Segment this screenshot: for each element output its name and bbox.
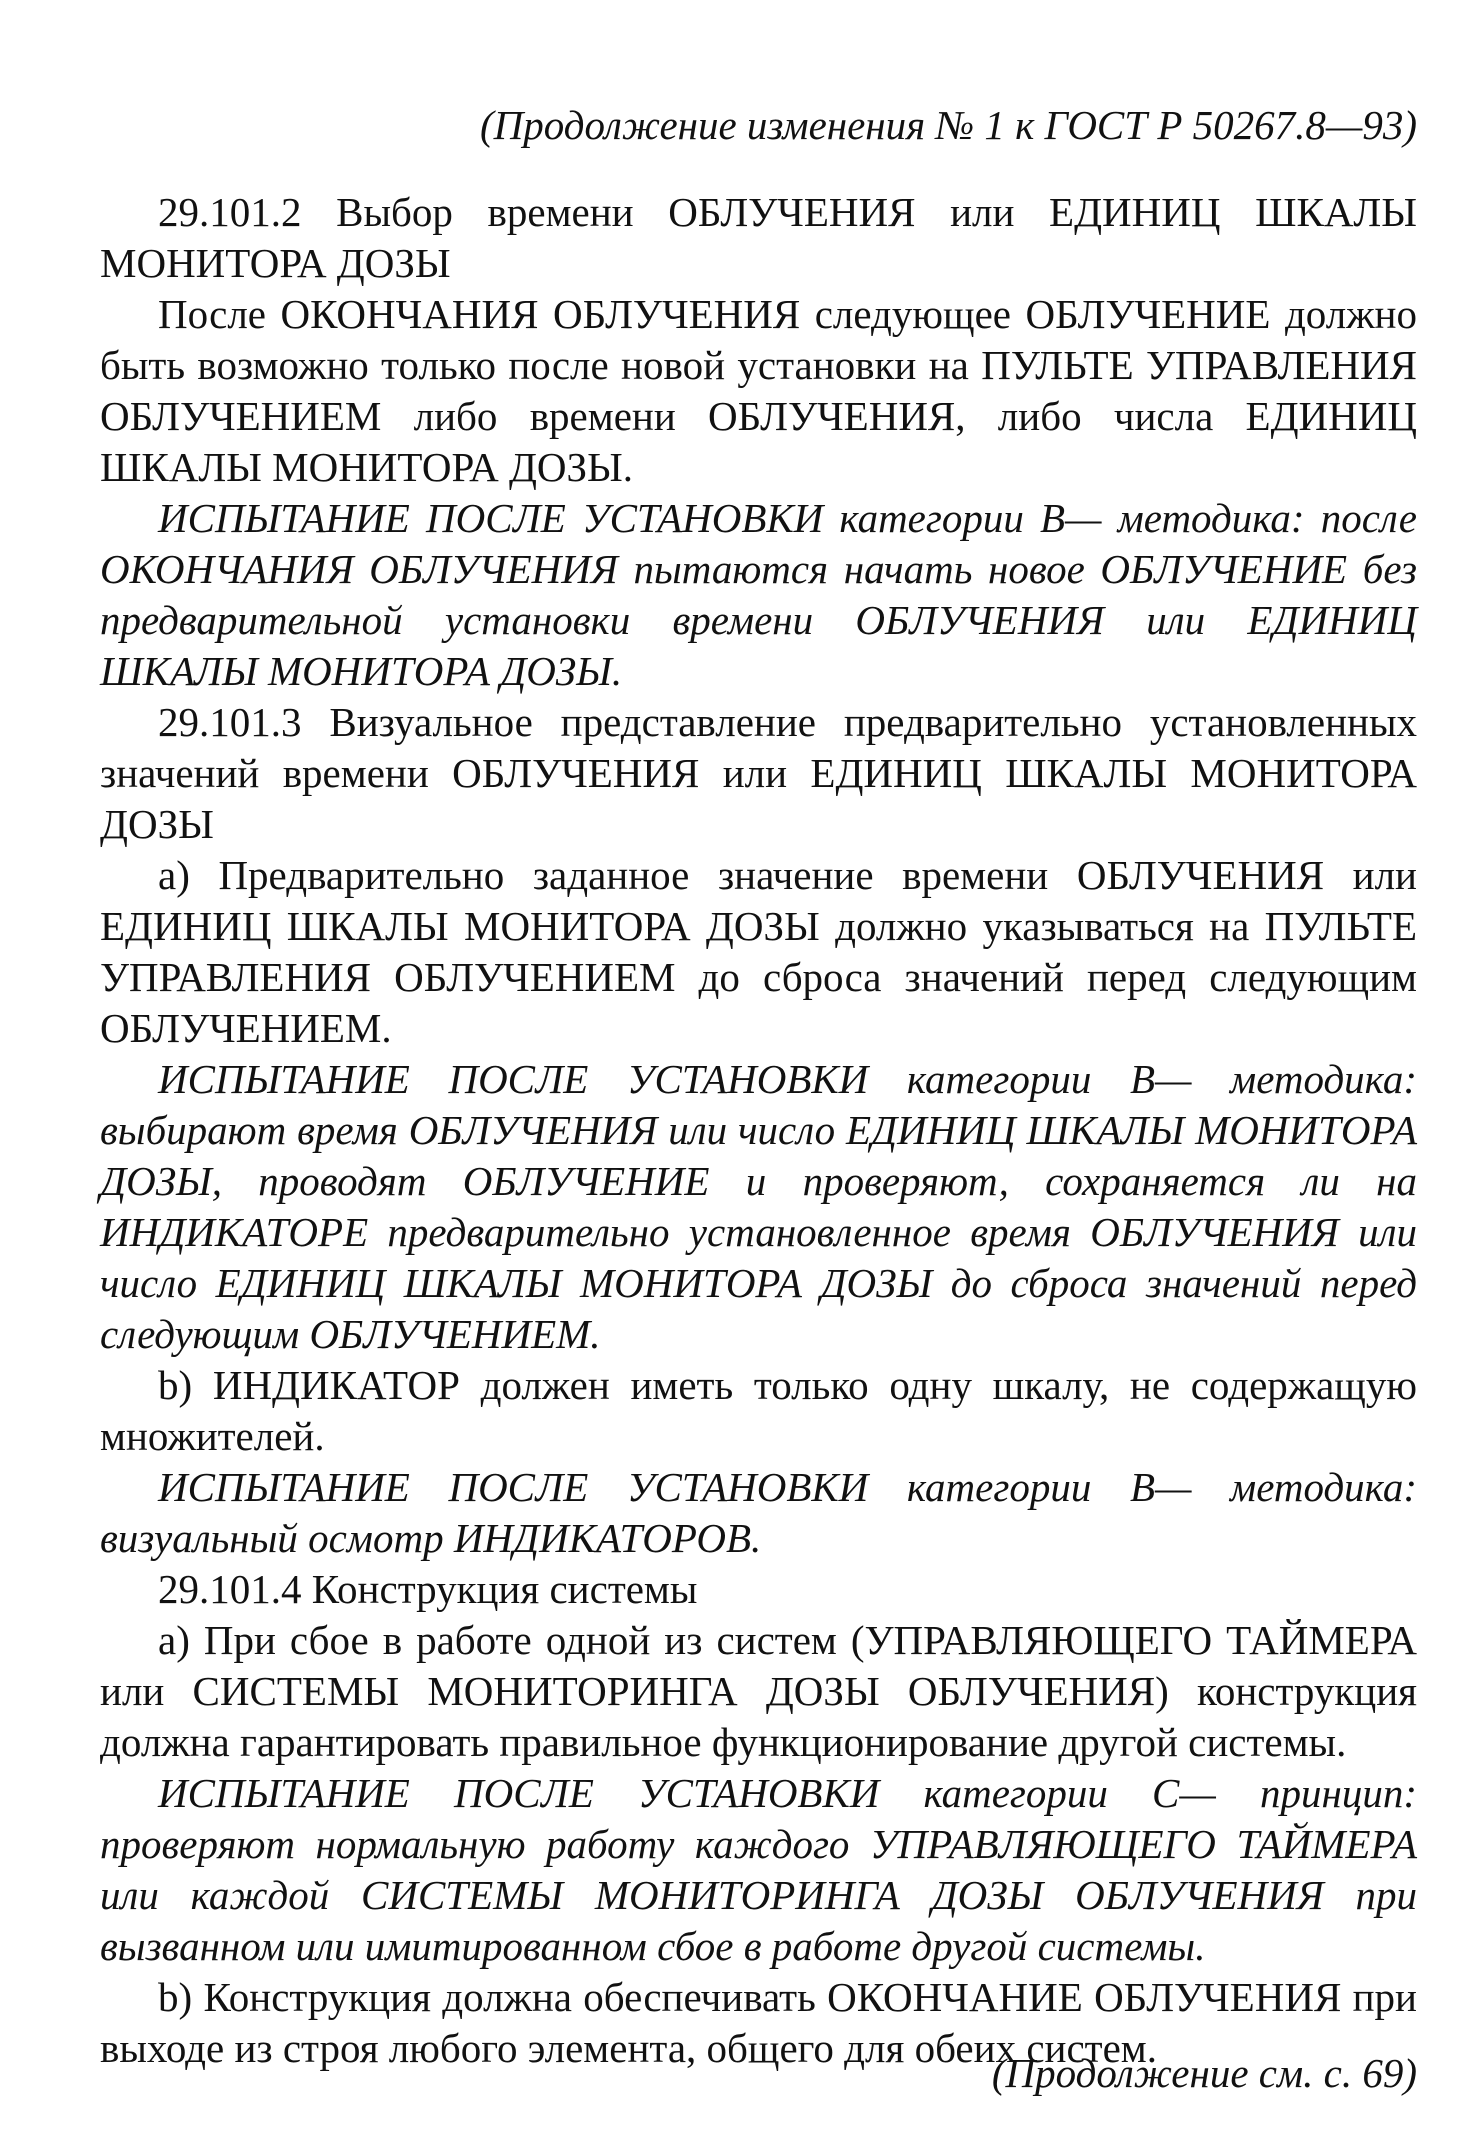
requirement-paragraph: b) Конструкция должна обеспечивать ОКОНЧАНИЕ ОБЛУЧЕНИЯ при выходе из строя любого элемента, общего для обеих систем. (100, 1974, 1417, 2071)
requirement-paragraph: а) При сбое в работе одной из систем (УПРАВЛЯЮЩЕГО ТАЙМЕРА или СИСТЕМЫ МОНИТОРИНГА ДОЗЫ ОБЛУЧЕНИЯ) конструкция должна гарантировать правильное функционирование другой системы. (100, 1617, 1417, 1765)
test-paragraph: ИСПЫТАНИЕ ПОСЛЕ УСТАНОВКИ категории С— принцип: проверяют нормальную работу каждого УПРАВЛЯЮЩЕГО ТАЙМЕРА или каждой СИСТЕМЫ МОНИТОРИНГА ДОЗЫ ОБЛУЧЕНИЯ при вызванном или имитированном сбое в работе другой системы. (100, 1770, 1417, 1969)
continuation-header: (Продолжение изменения № 1 к ГОСТ Р 50267.8—93) (480, 102, 1417, 148)
test-paragraph: ИСПЫТАНИЕ ПОСЛЕ УСТАНОВКИ категории В— методика: после ОКОНЧАНИЯ ОБЛУЧЕНИЯ пытаются начать новое ОБЛУЧЕНИЕ без предварительной установки времени ОБЛУЧЕНИЯ или ЕДИНИЦ ШКАЛЫ МОНИТОРА ДОЗЫ. (100, 495, 1417, 694)
requirement-paragraph: После ОКОНЧАНИЯ ОБЛУЧЕНИЯ следующее ОБЛУЧЕНИЕ должно быть возможно только после новой установки на ПУЛЬТЕ УПРАВЛЕНИЯ ОБЛУЧЕНИЕМ либо времени ОБЛУЧЕНИЯ, либо числа ЕДИНИЦ ШКАЛЫ МОНИТОРА ДОЗЫ. (100, 291, 1417, 490)
requirement-paragraph: а) Предварительно заданное значение времени ОБЛУЧЕНИЯ или ЕДИНИЦ ШКАЛЫ МОНИТОРА ДОЗЫ должно указываться на ПУЛЬТЕ УПРАВЛЕНИЯ ОБЛУЧЕНИЕМ до сброса значений перед следующим ОБЛУЧЕНИЕМ. (100, 852, 1417, 1051)
requirement-paragraph: b) ИНДИКАТОР должен иметь только одну шкалу, не содержащую множителей. (100, 1362, 1417, 1459)
continuation-footer: (Продолжение см. с. 69) (991, 2050, 1417, 2096)
section-heading-29-101-3: 29.101.3 Визуальное представление предварительно установленных значений времени ОБЛУЧЕНИЯ или ЕДИНИЦ ШКАЛЫ МОНИТОРА ДОЗЫ (100, 699, 1417, 847)
section-heading-29-101-4: 29.101.4 Конструкция системы (158, 1566, 698, 1612)
test-paragraph: ИСПЫТАНИЕ ПОСЛЕ УСТАНОВКИ категории В— методика: визуальный осмотр ИНДИКАТОРОВ. (100, 1464, 1417, 1561)
test-paragraph: ИСПЫТАНИЕ ПОСЛЕ УСТАНОВКИ категории В— методика: выбирают время ОБЛУЧЕНИЯ или число ЕДИНИЦ ШКАЛЫ МОНИТОРА ДОЗЫ, проводят ОБЛУЧЕНИЕ и проверяют, сохраняется ли на ИНДИКАТОРЕ предварительно установленное время ОБЛУЧЕНИЯ или число ЕДИНИЦ ШКАЛЫ МОНИТОРА ДОЗЫ до сброса значений перед следующим ОБЛУЧЕНИЕМ. (100, 1056, 1417, 1357)
section-heading-29-101-2: 29.101.2 Выбор времени ОБЛУЧЕНИЯ или ЕДИНИЦ ШКАЛЫ МОНИТОРА ДОЗЫ (100, 189, 1417, 286)
